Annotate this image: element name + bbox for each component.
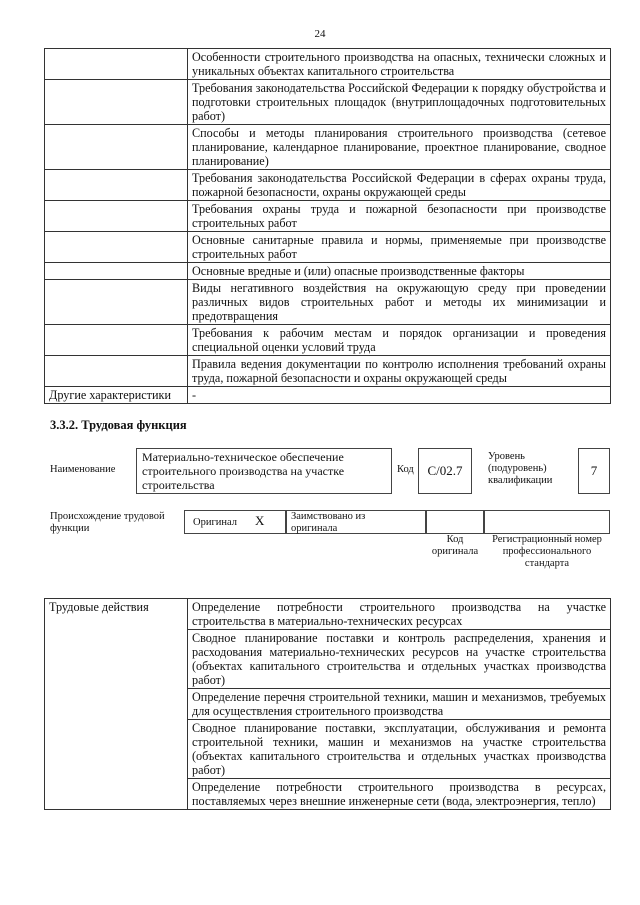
row-label-cell: [45, 125, 188, 170]
knowledge-item: Виды негативного воздействия на окружающую среду при проведении различных видов строительных работ и методы их минимизации и предотвращения: [188, 280, 611, 325]
borrowed-cell: [286, 510, 426, 534]
row-label-cell: [45, 232, 188, 263]
table-row: [45, 80, 611, 125]
table-row: [45, 356, 611, 387]
table-row: [45, 280, 611, 325]
origin-label: Происхождение трудовой функции: [50, 511, 165, 534]
knowledge-item: Особенности строительного производства на опасных, технически сложных и уникальных объектах капитального строительства: [188, 49, 611, 80]
knowledge-item: Основные вредные и (или) опасные производственные факторы: [188, 263, 611, 280]
row-label-cell: [45, 201, 188, 232]
other-characteristics-value: -: [188, 387, 611, 404]
row-label-cell: [45, 80, 188, 125]
table-row: [45, 170, 611, 201]
labor-action-item: Определение потребности строительного производства на участке строительства в материально-технических ресурсах: [188, 599, 611, 630]
knowledge-item: Правила ведения документации по контролю исполнения требований охраны труда, пожарной безопасности и охраны окружающей среды: [188, 356, 611, 387]
labor-action-item: Сводное планирование поставки, эксплуатации, обслуживания и ремонта строительной техники, машин и механизмов на участке строительства (объектах капитального строительства и отдельных участках производства работ): [188, 720, 611, 779]
labor-actions-table: [44, 598, 611, 810]
table-row: [45, 201, 611, 232]
knowledge-item: Способы и методы планирования строительного производства (сетевое планирование, календарное планирование, проектное планирование, сводное планирование): [188, 125, 611, 170]
code-label: Код: [397, 464, 414, 475]
row-label-cell: [45, 263, 188, 280]
labor-action-item: Определение перечня строительной техники, машин и механизмов, требуемых для осуществления строительного производства: [188, 689, 611, 720]
table-row: [45, 387, 611, 404]
function-code-box: С/02.7: [418, 448, 472, 494]
labor-actions-label: Трудовые действия: [45, 599, 188, 810]
page-number: 24: [314, 28, 326, 40]
registration-number-caption: Регистрационный номер профессионального стандарта: [492, 534, 602, 569]
other-characteristics-label: Другие характеристики: [45, 387, 188, 404]
original-mark: X: [255, 513, 265, 528]
table-row: [45, 599, 611, 630]
section-title: 3.3.2. Трудовая функция: [50, 418, 187, 432]
function-name-box: Материально-техническое обеспечение строительного производства на участке строительства: [136, 448, 392, 494]
row-label-cell: [45, 325, 188, 356]
knowledge-item: Требования законодательства Российской Федерации к порядку обустройства и подготовки строительных площадок (внутриплощадочных подготовительных работ): [188, 80, 611, 125]
original-label: Оригинал: [193, 517, 237, 528]
level-value-box: 7: [578, 448, 610, 494]
knowledge-item: Требования законодательства Российской Федерации в сферах охраны труда, пожарной безопасности, охраны окружающей среды: [188, 170, 611, 201]
level-label: Уровень (подуровень) квалификации: [488, 451, 553, 486]
name-label: Наименование: [50, 464, 116, 475]
table-row: [45, 232, 611, 263]
row-label-cell: [45, 170, 188, 201]
knowledge-item: Основные санитарные правила и нормы, применяемые при производстве строительных работ: [188, 232, 611, 263]
code-original-caption: Код оригинала: [431, 534, 479, 557]
knowledge-table: [44, 48, 611, 404]
labor-action-item: Сводное планирование поставки и контроль распределения, хранения и расходования материально-технических ресурсов на участке строительства (объектах капитального строительства и отдельных участках производства работ): [188, 630, 611, 689]
row-label-cell: [45, 49, 188, 80]
table-row: [45, 263, 611, 280]
table-row: [45, 325, 611, 356]
registration-number-cell: [484, 510, 610, 534]
row-label-cell: [45, 280, 188, 325]
knowledge-item: Требования охраны труда и пожарной безопасности при производстве строительных работ: [188, 201, 611, 232]
table-row: [45, 49, 611, 80]
row-label-cell: [45, 356, 188, 387]
code-original-cell: [426, 510, 484, 534]
labor-action-item: Определение потребности строительного производства в ресурсах, поставляемых через внешние инженерные сети (вода, электроэнергия, тепло): [188, 779, 611, 810]
knowledge-item: Требования к рабочим местам и порядок организации и проведения специальной оценки условий труда: [188, 325, 611, 356]
table-row: [45, 125, 611, 170]
borrowed-label: Заимствовано из оригинала: [291, 511, 366, 534]
original-cell: [184, 510, 286, 534]
